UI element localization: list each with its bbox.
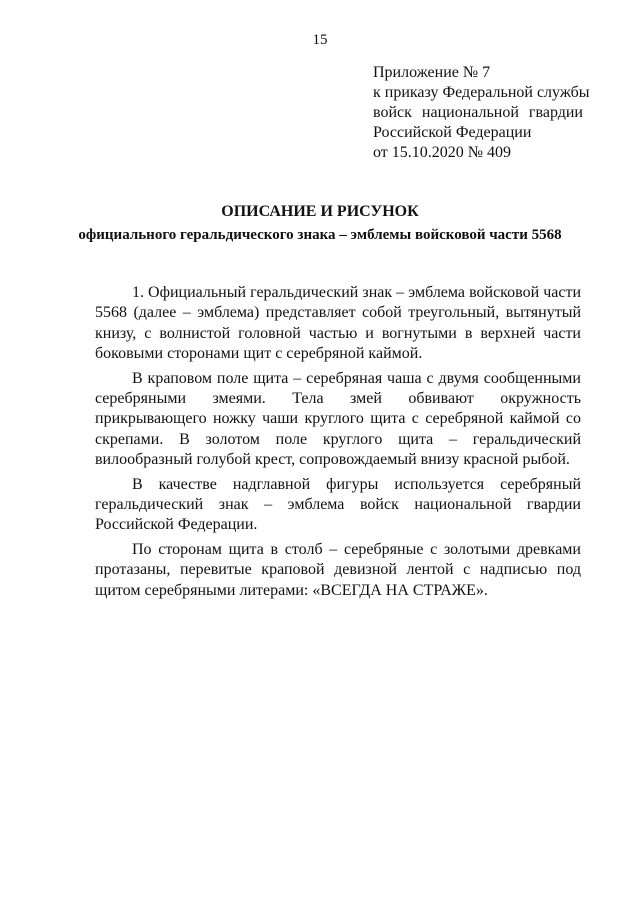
appendix-order-ref: к приказу Федеральной службы — [373, 84, 590, 101]
paragraph-2: В краповом поле щита – серебряная чаша с двумя сообщенными серебряными змеями. Тела змей обвивают окружность прикрывающего ножку чаши круглого щита с серебряной каймой со скрепами. В золотом поле круглого щита – геральдический вилообразный голубой крест, сопровождаемый внизу красной рыбой. — [95, 369, 581, 469]
page-number: 15 — [312, 32, 328, 48]
document-title: ОПИСАНИЕ И РИСУНОК — [221, 203, 419, 220]
appendix-agency: войск национальной гвардии — [373, 104, 583, 121]
appendix-number: Приложение № 7 — [373, 64, 491, 81]
paragraph-1: 1. Официальный геральдический знак – эмблема войсковой части 5568 (далее – эмблема) представляет собой треугольный, вытянутый книзу, с волнистой головной частью и вогнутыми в верхней части боковыми сторонами щит с серебряной каймой. — [95, 284, 581, 363]
paragraph-3: В качестве надглавной фигуры используется серебряный геральдический знак – эмблема войск национальной гвардии Российской Федерации. — [95, 475, 581, 534]
document-body — [95, 283, 581, 605]
document-subtitle: официального геральдического знака – эмблемы войсковой части 5568 — [78, 227, 562, 243]
appendix-date: от 15.10.2020 № 409 — [373, 144, 512, 161]
appendix-country: Российской Федерации — [373, 124, 532, 141]
appendix-header — [373, 63, 590, 163]
paragraph-4: По сторонам щита в столб – серебряные с золотыми древками протазаны, перевитые краповой девизной лентой с надписью под щитом серебряными литерами: «ВСЕГДА НА СТРАЖЕ». — [95, 540, 581, 599]
